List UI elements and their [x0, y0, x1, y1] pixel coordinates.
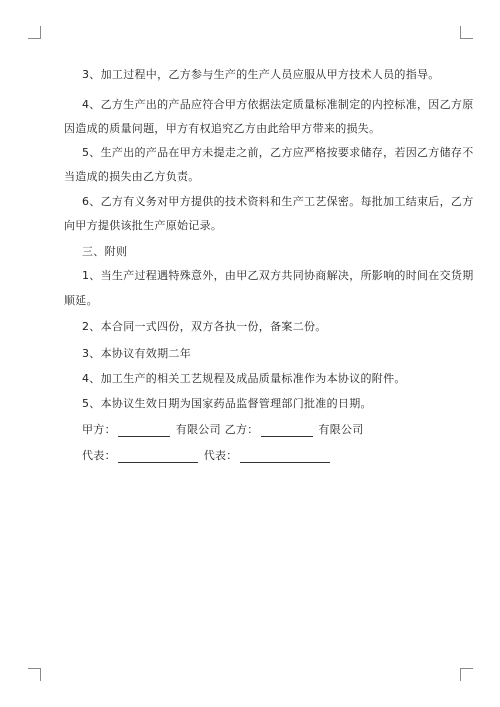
clause-4-line-2: 因造成的质量问题，甲方有权追究乙方由此给甲方带来的损失。 [64, 122, 381, 135]
crop-mark-bottom-right [460, 668, 473, 681]
clause-5-line-1: 5、生产出的产品在甲方未提走之前，乙方应严格按要求储存，若因乙方储存不 [82, 146, 474, 159]
party-a-blank [118, 424, 170, 437]
rep-a-label: 代表： [82, 449, 116, 462]
party-b-blank [261, 424, 313, 437]
party-b-label: 乙方： [224, 423, 259, 436]
representative-signature-line [82, 449, 332, 463]
clause-4-line-1: 4、乙方生产出的产品应符合甲方依据法定质量标准制定的内控标准，因乙方原 [82, 98, 474, 111]
appendix-1-line-1: 1、当生产过程遇特殊意外，由甲乙双方共同协商解决，所影响的时间在交货期 [82, 269, 474, 282]
crop-mark-bottom-left [28, 668, 41, 681]
appendix-4-line: 4、加工生产的相关工艺规程及成品质量标准作为本协议的附件。 [82, 372, 406, 385]
appendix-2-line: 2、本合同一式四份，双方各执一份，备案二份。 [82, 320, 327, 333]
section-heading: 三、附则 [82, 245, 128, 258]
clause-6-line-1: 6、乙方有义务对甲方提供的技术资料和生产工艺保密。每批加工结束后，乙方 [82, 195, 474, 208]
clause-5-line-2: 当造成的损失由乙方负责。 [64, 170, 200, 183]
appendix-3-line: 3、本协议有效期二年 [82, 347, 191, 360]
rep-b-label: 代表： [203, 449, 238, 462]
rep-a-blank [118, 450, 198, 463]
party-a-suffix: 有限公司 [175, 423, 221, 436]
rep-b-blank [240, 450, 330, 463]
clause-6-line-2: 向甲方提供该批生产原始记录。 [64, 219, 223, 232]
appendix-5-line: 5、本协议生效日期为国家药品监督管理部门批准的日期。 [82, 397, 372, 410]
clause-3-line-1: 3、加工过程中，乙方参与生产的生产人员应服从甲方技术人员的指导。 [82, 68, 440, 81]
appendix-1-line-2: 顺延。 [64, 294, 98, 307]
crop-mark-top-left [28, 26, 41, 39]
party-signature-line [82, 423, 364, 437]
party-a-label: 甲方： [82, 423, 116, 436]
crop-mark-top-right [460, 26, 473, 39]
party-b-suffix: 有限公司 [318, 423, 364, 436]
